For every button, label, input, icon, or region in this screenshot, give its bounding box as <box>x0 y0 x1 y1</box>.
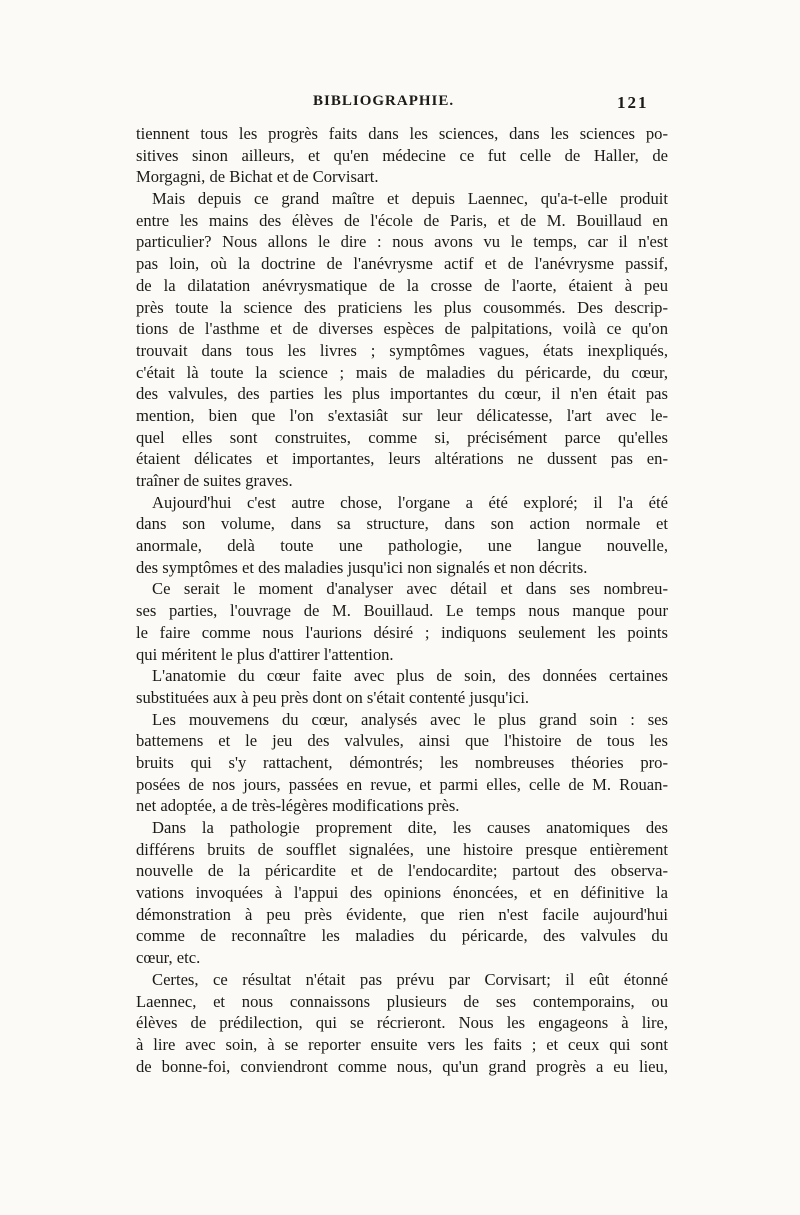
text-line: entre les mains des élèves de l'école de Paris, et de M. Bouillaud en <box>136 210 668 230</box>
text-line: Ce serait le moment d'analyser avec détail et dans ses nombreu- <box>152 579 668 599</box>
text-line: particulier? Nous allons le dire : nous avons vu le temps, car il n'est <box>136 232 668 252</box>
text-line: substituées aux à peu près dont on s'était contenté jusqu'ici. <box>136 687 530 707</box>
text-line: tions de l'asthme et de diverses espèces de palpitations, voilà ce qu'on <box>136 319 668 339</box>
text-line: de bonne-foi, conviendront comme nous, qu'un grand progrès a eu lieu, <box>136 1056 668 1076</box>
text-line: Certes, ce résultat n'était pas prévu par Corvisart; il eût étonné <box>152 969 668 989</box>
body-text <box>136 123 668 1077</box>
text-line: pas loin, où la doctrine de l'anévrysme actif et de l'anévrysme passif, <box>136 254 668 274</box>
text-line: Les mouvemens du cœur, analysés avec le plus grand soin : ses <box>152 709 668 729</box>
text-line: différens bruits de soufflet signalées, une histoire presque entièrement <box>136 839 668 859</box>
text-line: qui méritent le plus d'attirer l'attention. <box>136 644 394 664</box>
text-line: étaient délicates et importantes, leurs altérations ne dussent pas en- <box>136 449 668 469</box>
text-line: quel elles sont construites, comme si, précisément parce qu'elles <box>136 427 668 447</box>
text-line: dans son volume, dans sa structure, dans son action normale et <box>136 514 668 534</box>
text-line: de la dilatation anévrysmatique de la crosse de l'aorte, étaient à peu <box>136 275 668 295</box>
text-line: Aujourd'hui c'est autre chose, l'organe a été exploré; il l'a été <box>152 492 668 512</box>
text-line: anormale, delà toute une pathologie, une langue nouvelle, <box>136 536 668 556</box>
text-line: élèves de prédilection, qui se récrieront. Nous les engageons à lire, <box>136 1013 668 1033</box>
running-title: BIBLIOGRAPHIE. <box>313 93 455 109</box>
text-line: nouvelle de la péricardite et de l'endocardite; partout des observa- <box>136 861 668 881</box>
text-line: mention, bien que l'on s'extasiât sur leur délicatesse, l'art avec le- <box>136 405 668 425</box>
page-number: 121 <box>617 93 649 112</box>
text-line: Laennec, et nous connaissons plusieurs de ses contemporains, ou <box>136 991 668 1011</box>
text-line: cœur, etc. <box>136 948 201 968</box>
text-line: vations invoquées à l'appui des opinions énoncées, et en définitive la <box>136 883 668 903</box>
text-line: près toute la science des praticiens les plus cousommés. Des descrip- <box>136 297 668 317</box>
text-line: des symptômes et des maladies jusqu'ici non signalés et non décrits. <box>136 557 588 577</box>
text-line: à lire avec soin, à se reporter ensuite vers les faits ; et ceux qui sont <box>136 1034 668 1054</box>
text-line: Mais depuis ce grand maître et depuis Laennec, qu'a-t-elle produit <box>152 189 668 209</box>
text-line: des valvules, des parties les plus importantes du cœur, il n'en était pas <box>136 384 668 404</box>
running-head <box>0 93 800 117</box>
text-line: tiennent tous les progrès faits dans les sciences, dans les sciences po- <box>136 124 668 143</box>
text-line: le faire comme nous l'aurions désiré ; indiquons seulement les points <box>136 622 668 642</box>
text-line: net adoptée, a de très-légères modifications près. <box>136 796 460 816</box>
text-line: démonstration à peu près évidente, que rien n'est facile aujourd'hui <box>136 904 668 924</box>
text-line: c'était là toute la science ; mais de maladies du péricarde, du cœur, <box>136 362 668 382</box>
text-line: comme de reconnaître les maladies du péricarde, des valvules du <box>136 926 668 946</box>
text-line: traîner de suites graves. <box>136 471 293 490</box>
text-line: sitives sinon ailleurs, et qu'en médecine ce fut celle de Haller, de <box>136 145 668 165</box>
text-line: trouvait dans tous les livres ; symptômes vagues, états inexpliqués, <box>136 340 668 360</box>
text-line: posées de nos jours, passées en revue, et parmi elles, celle de M. Rouan- <box>136 774 668 794</box>
text-line: bruits qui s'y rattachent, démontrés; les nombreuses théories pro- <box>136 752 668 772</box>
text-line: battemens et le jeu des valvules, ainsi que l'histoire de tous les <box>136 731 668 751</box>
text-line: L'anatomie du cœur faite avec plus de soin, des données certaines <box>152 666 668 686</box>
text-line: ses parties, l'ouvrage de M. Bouillaud. Le temps nous manque pour <box>136 601 668 621</box>
text-line: Morgagni, de Bichat et de Corvisart. <box>136 167 379 187</box>
text-line: Dans la pathologie proprement dite, les causes anatomiques des <box>152 818 668 837</box>
